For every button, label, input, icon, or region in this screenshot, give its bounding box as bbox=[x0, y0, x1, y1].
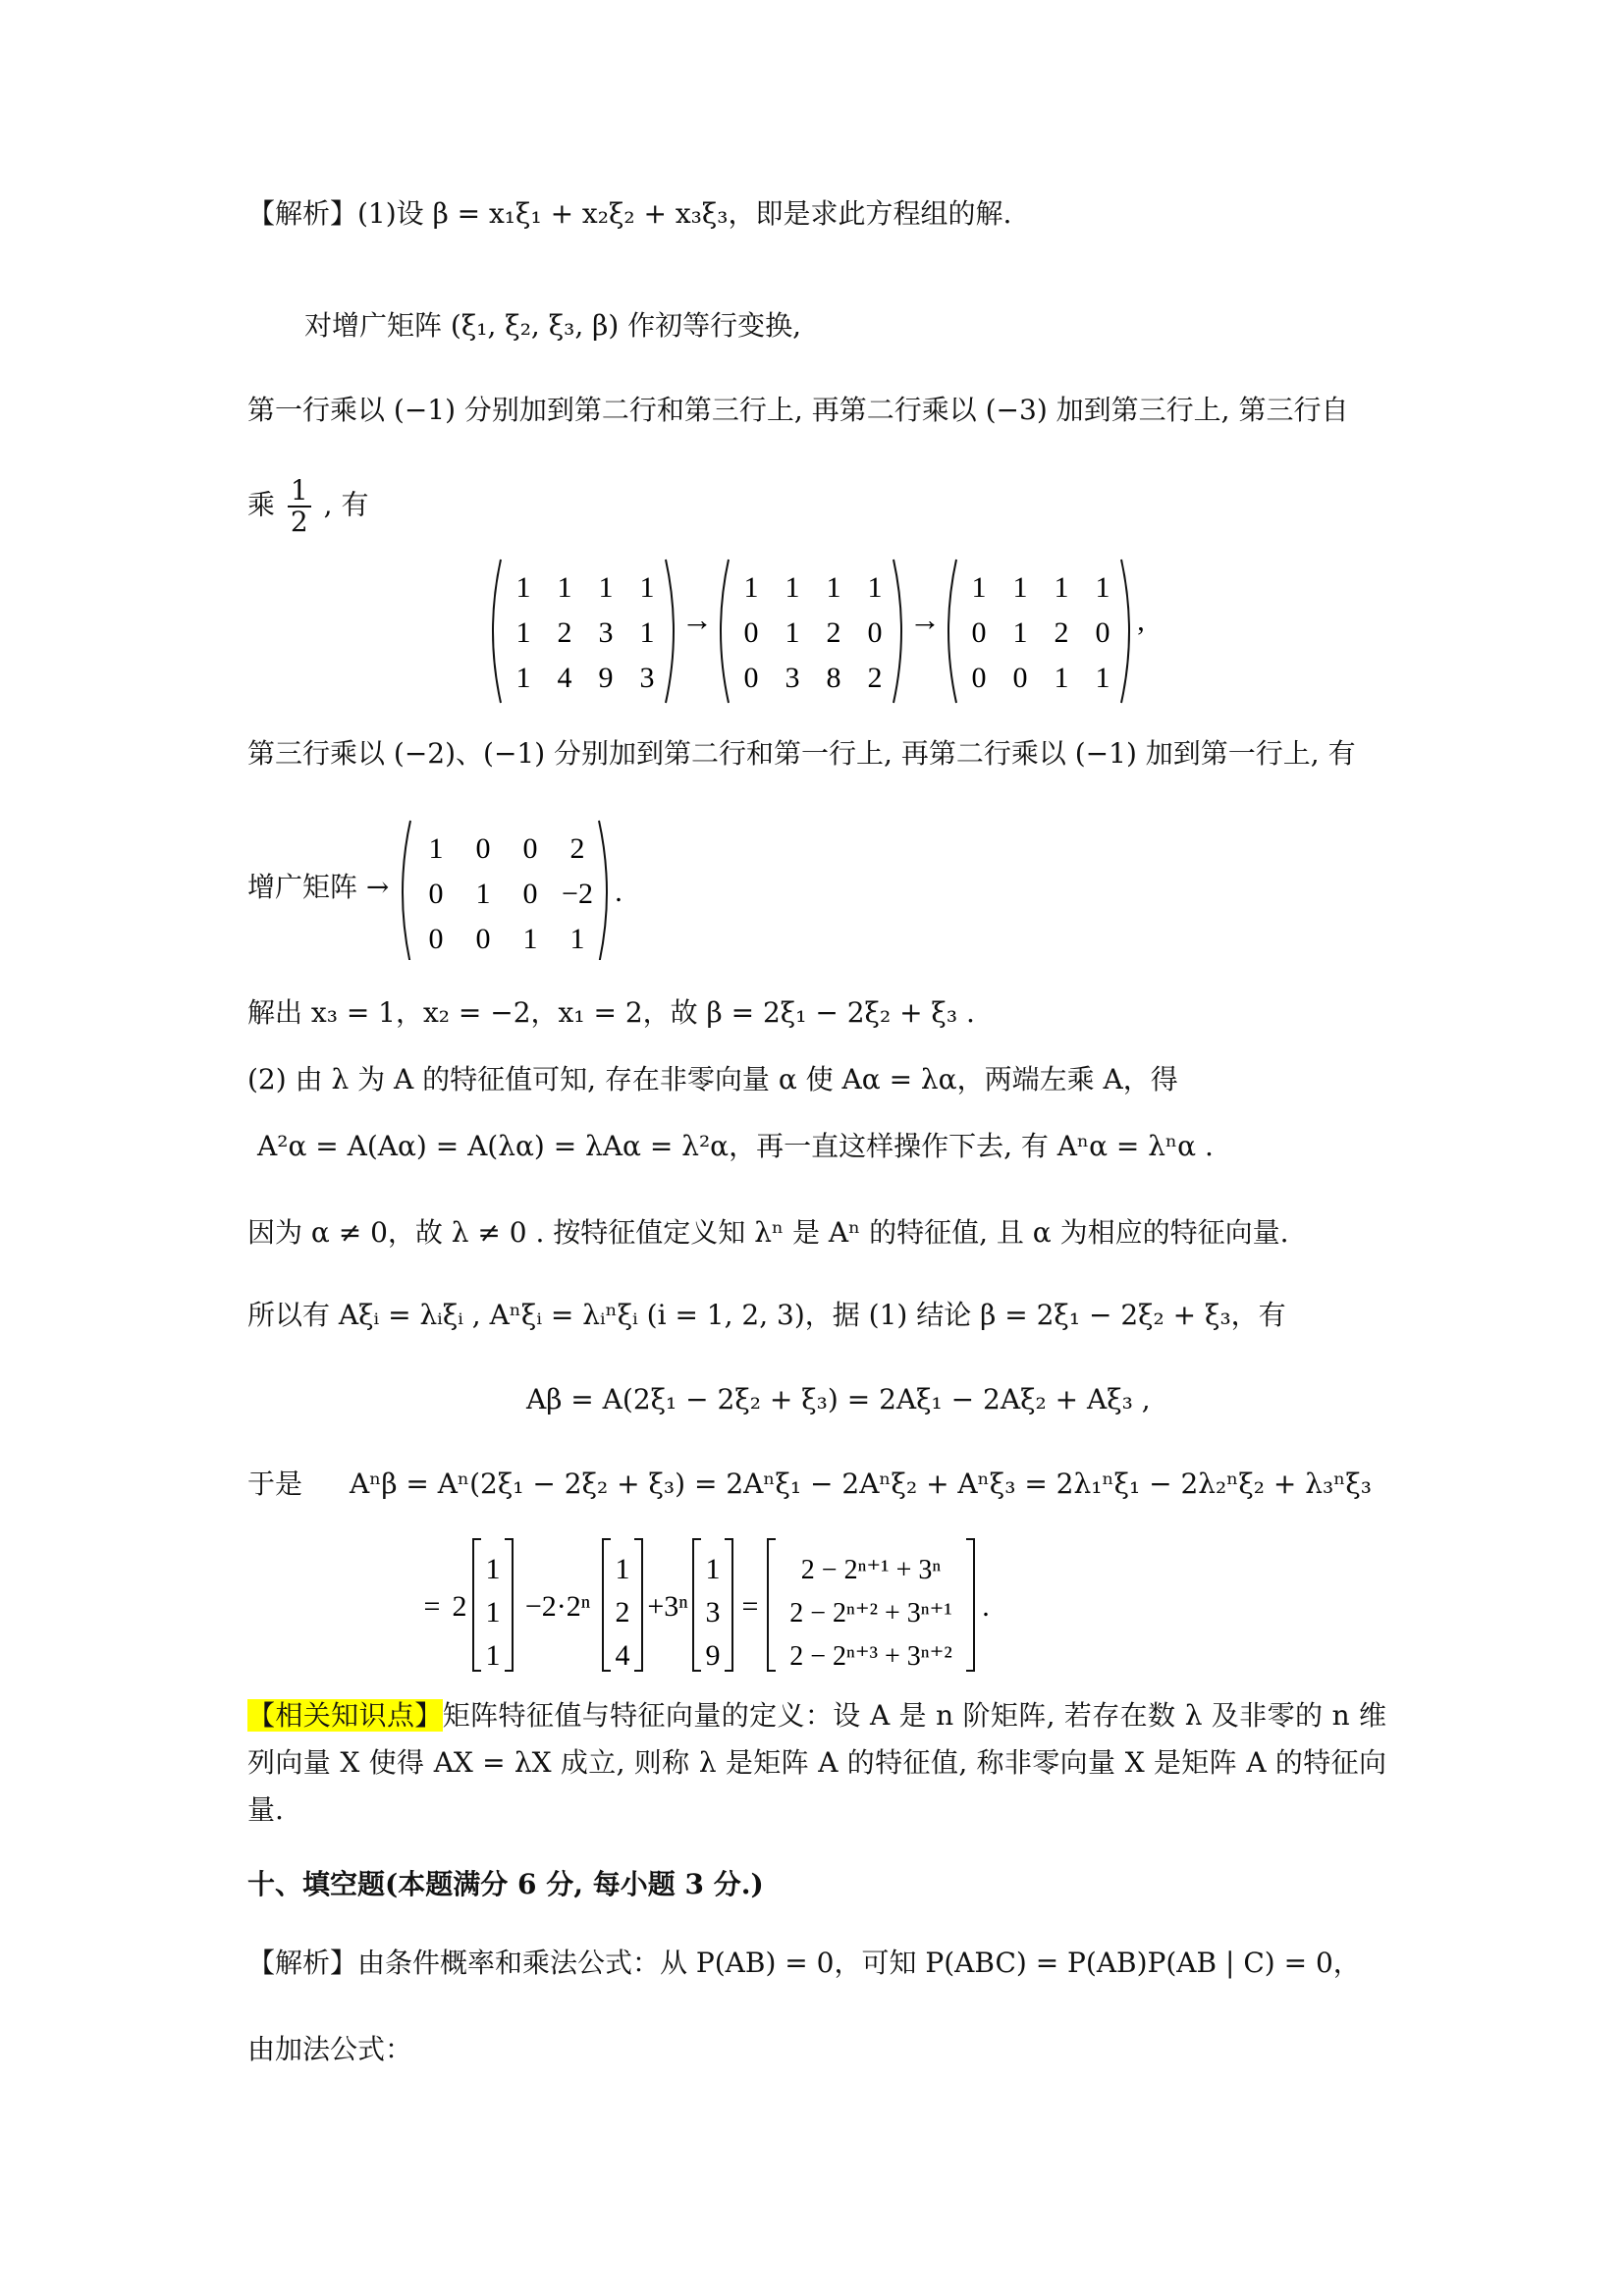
matrix-entry: 1 bbox=[569, 923, 585, 955]
section-10-line-1: 【解析】由条件概率和乘法公式：从 P(AB) = 0，可知 P(ABC) = P(AB)P(AB | C) = 0， bbox=[247, 1947, 1361, 1979]
matrix-entry: 3 bbox=[639, 662, 655, 694]
equals-sign-2: = bbox=[741, 1590, 759, 1623]
coefficient-2: −2·2ⁿ bbox=[524, 1590, 591, 1623]
result-entry: 2 − 2ⁿ⁺¹ + 3ⁿ bbox=[800, 1555, 942, 1585]
knowledge-text: 矩阵特征值与特征向量的定义：设 A 是 n 阶矩阵, 若存在数 λ 及非零的 n 维列向量 X 使得 AX = λX 成立, 则称 λ 是矩阵 A 的特征值, 称非零向量 X 是矩阵 A 的特征向量. bbox=[247, 1699, 1386, 1826]
matrix-entry: −2 bbox=[562, 878, 593, 910]
matrix-entry: 0 bbox=[1095, 616, 1110, 649]
vector-entry: 4 bbox=[615, 1639, 630, 1672]
matrix-entry: 2 bbox=[1054, 616, 1069, 649]
matrix-entry: 9 bbox=[598, 662, 614, 694]
vector-entry: 1 bbox=[485, 1553, 501, 1585]
vector-2 bbox=[603, 1539, 642, 1672]
vector-1 bbox=[473, 1539, 513, 1672]
matrix-entry: 1 bbox=[785, 571, 800, 604]
matrix-entry: 0 bbox=[428, 923, 444, 955]
matrix-entry: 0 bbox=[522, 832, 538, 865]
vector-entry: 1 bbox=[615, 1553, 630, 1585]
matrix-entry: 1 bbox=[1012, 616, 1028, 649]
matrix-entry: 3 bbox=[598, 616, 614, 649]
matrix-entry: 1 bbox=[743, 571, 759, 604]
part2-line-1: (2) 由 λ 为 A 的特征值可知, 存在非零向量 α 使 Aα = λα，两端左乘 A，得 bbox=[247, 1063, 1178, 1095]
part2-line-3: 因为 α ≠ 0，故 λ ≠ 0 . 按特征值定义知 λⁿ 是 Aⁿ 的特征值, 且 α 为相应的特征向量. bbox=[247, 1216, 1289, 1249]
left-bracket bbox=[603, 1539, 611, 1671]
vector-equation bbox=[0, 1531, 1624, 1679]
matrix-entry: 0 bbox=[475, 923, 491, 955]
vector-entry: 2 bbox=[615, 1596, 630, 1629]
matrix-entry: 8 bbox=[826, 662, 841, 694]
matrix-entry: 2 bbox=[826, 616, 841, 649]
matrix-entry: 2 bbox=[569, 832, 585, 865]
right-bracket bbox=[966, 1539, 974, 1671]
vector-entry: 1 bbox=[485, 1596, 501, 1629]
right-bracket bbox=[634, 1539, 642, 1671]
matrix-entry: 0 bbox=[971, 662, 987, 694]
matrix-entry: 2 bbox=[867, 662, 883, 694]
coefficient-3: +3ⁿ bbox=[647, 1590, 688, 1623]
matrix-entry: 1 bbox=[428, 832, 444, 865]
analysis-line-1: 【解析】(1)设 β = x₁ξ₁ + x₂ξ₂ + x₃ξ₃，即是求此方程组的解. bbox=[247, 197, 1012, 230]
matrix-entry: 0 bbox=[1012, 662, 1028, 694]
matrix-entry: 1 bbox=[522, 923, 538, 955]
final-augmented-matrix bbox=[393, 813, 648, 960]
part2-line-2: A²α = A(Aα) = A(λα) = λAα = λ²α，再一直这样操作下去, 有 Aⁿα = λⁿα . bbox=[257, 1130, 1214, 1162]
matrix-entry: 1 bbox=[867, 571, 883, 604]
knowledge-point bbox=[247, 1692, 1386, 1834]
matrix-entry: 3 bbox=[785, 662, 800, 694]
matrix-entry: 1 bbox=[785, 616, 800, 649]
matrix-step-2 bbox=[721, 560, 901, 703]
centered-equation: Aβ = A(2ξ₁ − 2ξ₂ + ξ₃) = 2Aξ₁ − 2Aξ₂ + Aξ₃ , bbox=[526, 1383, 1151, 1415]
left-bracket bbox=[693, 1539, 701, 1671]
matrix-entry: 1 bbox=[475, 878, 491, 910]
matrix-entry: 1 bbox=[971, 571, 987, 604]
multiply-label: 乘 bbox=[247, 488, 276, 521]
matrix-entry: 1 bbox=[1095, 571, 1110, 604]
analysis-line-5: 第三行乘以 (−2)、(−1) 分别加到第二行和第一行上, 再第二行乘以 (−1) 加到第一行上, 有 bbox=[247, 737, 1356, 770]
matrix-entry: 0 bbox=[867, 616, 883, 649]
matrix-entry: 1 bbox=[1054, 662, 1069, 694]
result-entry: 2 − 2ⁿ⁺² + 3ⁿ⁺¹ bbox=[789, 1598, 952, 1629]
row-reduction-chain bbox=[0, 550, 1624, 707]
multiply-half-line bbox=[247, 476, 368, 537]
matrix-entry: 1 bbox=[515, 662, 531, 694]
knowledge-tag: 【相关知识点】 bbox=[247, 1699, 443, 1732]
multiply-suffix: , 有 bbox=[323, 488, 369, 521]
matrix-entry: 0 bbox=[971, 616, 987, 649]
matrix-entry: 1 bbox=[1012, 571, 1028, 604]
final-period: . bbox=[982, 1590, 990, 1623]
left-paren bbox=[493, 560, 501, 703]
vector-entry: 1 bbox=[485, 1639, 501, 1672]
left-bracket bbox=[768, 1539, 776, 1671]
matrix-entry: 1 bbox=[826, 571, 841, 604]
left-bracket bbox=[473, 1539, 481, 1671]
left-paren bbox=[721, 560, 729, 703]
matrix-entry: 1 bbox=[639, 616, 655, 649]
vector-entry: 9 bbox=[705, 1639, 721, 1672]
matrix-entry: 1 bbox=[515, 616, 531, 649]
vector-entry: 1 bbox=[705, 1553, 721, 1585]
solution-line: 解出 x₃ = 1，x₂ = −2，x₁ = 2，故 β = 2ξ₁ − 2ξ₂ + ξ₃ . bbox=[247, 996, 975, 1029]
yushi-label: 于是 bbox=[247, 1468, 303, 1500]
matrix-entry: 1 bbox=[515, 571, 531, 604]
matrix-entry: 4 bbox=[557, 662, 572, 694]
matrix-entry: 0 bbox=[743, 616, 759, 649]
matrix-entry: 1 bbox=[639, 571, 655, 604]
right-paren bbox=[1121, 560, 1129, 703]
arrow-symbol: → bbox=[909, 602, 941, 637]
fraction-numerator: 1 bbox=[288, 476, 311, 507]
matrix-entry: 1 bbox=[557, 571, 572, 604]
trailing-period: . bbox=[615, 876, 623, 908]
right-paren bbox=[893, 560, 901, 703]
vector-entry: 3 bbox=[705, 1596, 721, 1629]
matrix-entry: 1 bbox=[1054, 571, 1069, 604]
part2-line-4: 所以有 Aξᵢ = λᵢξᵢ , Aⁿξᵢ = λᵢⁿξᵢ (i = 1, 2, 3)，据 (1) 结论 β = 2ξ₁ − 2ξ₂ + ξ₃，有 bbox=[247, 1299, 1286, 1331]
arrow-symbol: → bbox=[681, 602, 713, 637]
long-equation: Aⁿβ = Aⁿ(2ξ₁ − 2ξ₂ + ξ₃) = 2Aⁿξ₁ − 2Aⁿξ₂ + Aⁿξ₃ = 2λ₁ⁿξ₁ − 2λ₂ⁿξ₂ + λ₃ⁿξ₃ bbox=[350, 1468, 1373, 1500]
final-matrix bbox=[403, 821, 607, 960]
matrix-entry: 0 bbox=[522, 878, 538, 910]
right-bracket bbox=[725, 1539, 732, 1671]
matrix-entry: 0 bbox=[475, 832, 491, 865]
vector-3 bbox=[693, 1539, 732, 1672]
right-bracket bbox=[505, 1539, 513, 1671]
matrix-entry: 1 bbox=[598, 571, 614, 604]
right-paren bbox=[666, 560, 674, 703]
matrix-entry: 0 bbox=[743, 662, 759, 694]
left-paren bbox=[403, 821, 410, 960]
result-vector bbox=[768, 1539, 974, 1672]
fraction-denominator: 2 bbox=[290, 506, 308, 538]
equals-sign: = bbox=[423, 1590, 441, 1623]
trailing-comma: , bbox=[1137, 605, 1145, 637]
analysis-line-3: 第一行乘以 (−1) 分别加到第二行和第三行上, 再第二行乘以 (−3) 加到第三行上, 第三行自 bbox=[247, 394, 1349, 426]
matrix-entry: 2 bbox=[557, 616, 572, 649]
coefficient-1: 2 bbox=[452, 1590, 467, 1623]
section-10-line-2: 由加法公式： bbox=[247, 2033, 413, 2065]
matrix-step-1 bbox=[493, 560, 674, 703]
matrix-step-3 bbox=[948, 560, 1129, 703]
result-entry: 2 − 2ⁿ⁺³ + 3ⁿ⁺² bbox=[789, 1641, 952, 1672]
fraction-half bbox=[288, 476, 311, 537]
section-10-heading: 十、填空题(本题满分 6 分, 每小题 3 分.) bbox=[247, 1868, 764, 1900]
analysis-line-2: 对增广矩阵 (ξ₁, ξ₂, ξ₃, β) 作初等行变换, bbox=[304, 309, 802, 342]
right-paren bbox=[599, 821, 607, 960]
matrix-entry: 1 bbox=[1095, 662, 1110, 694]
matrix-entry: 0 bbox=[428, 878, 444, 910]
augmented-label: 增广矩阵 → bbox=[247, 871, 390, 903]
left-paren bbox=[948, 560, 956, 703]
